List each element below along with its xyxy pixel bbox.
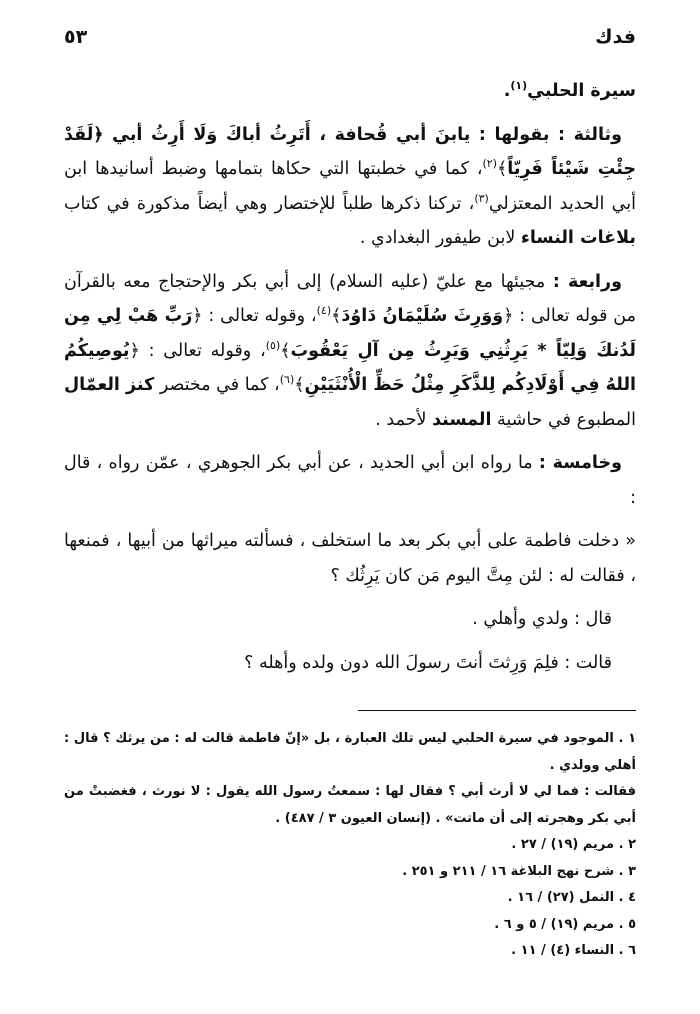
- footnote-ref-5: (٥): [265, 338, 281, 352]
- paragraph-source: [64, 74, 636, 109]
- footnote-ref-4: (٤): [316, 304, 332, 318]
- paragraph-lead-fourth: ورابعة :: [552, 271, 622, 292]
- quote-close: ﴾: [497, 159, 508, 179]
- paragraph-text: ، كما في مختصر: [154, 375, 280, 395]
- footnote-6: ٦ . النساء (٤) / ١١ .: [511, 943, 636, 958]
- paragraph-text: لأحمد .: [375, 409, 433, 430]
- paragraph-text: المطبوع في حاشية: [491, 409, 636, 430]
- narration-line: « دخلت فاطمة على أبي بكر بعد ما استخلف ، فسألته ميراثها من أبيها ، فمنعها ، فقالت له : لئن مِتَّ اليوم مَن كان يَرِثُك ؟: [64, 531, 636, 586]
- narration-line: قالت : فلِمَ وَرِثتَ أنتَ رسولَ الله دون ولده وأهله ؟: [244, 652, 612, 673]
- paragraph-lead-third: وثالثة :: [558, 124, 622, 145]
- paragraph-text: مجيئها مع عليّ (عليه السلام) إلى أبي بكر والإحتجاج معه بالقرآن من قوله تعالى : ﴿: [64, 271, 636, 326]
- source-end: .: [503, 81, 511, 101]
- paragraph-text: لابن طيفور البغدادي .: [359, 228, 521, 248]
- footnote-1-continued: فقالت : فما لي لا أرث أبي ؟ فقال لها : سمعتُ رسول الله يقول : لا نورث ، فغضبتْ من أبي بكر وهجرته إلى أن ماتت» . (إنسان العيون ٣ / ٤٨٧) .: [64, 784, 636, 826]
- footnote-divider: [358, 710, 636, 711]
- book-title: كنز العمّال: [64, 375, 155, 395]
- source-title: سيرة الحلبي: [527, 81, 636, 101]
- paragraph-text: ، تركنا ذكرها طلباً للإختصار وهي أيضاً مذكورة في كتاب: [64, 193, 475, 214]
- quran-quote: وَوَرِثَ سُلَيْمَانُ دَاوُدَ: [341, 306, 504, 326]
- quote-close: ﴾: [294, 375, 305, 395]
- footnote-ref-1: (١): [510, 79, 528, 93]
- quran-quote: لَقَدْ جِئْتِ شَيْئاً فَرِيّاً: [64, 124, 636, 179]
- paragraph-text: ما رواه ابن أبي الحديد ، عن أبي بكر الجوهري ، عمّن رواه ، قال :: [64, 453, 636, 508]
- footnote-4: ٤ . النمل (٢٧) / ١٦ .: [507, 890, 636, 905]
- footnote-1: ١ . الموجود في سيرة الحلبي ليس تلك العبارة ، بل «إنّ فاطمة قالت له : من يرثك ؟ قال : أهلي وولدي .: [64, 731, 636, 773]
- quran-quote: يُوصِيكُمُ اللهُ فِي أَوْلَادِكُم لِلذَّكَرِ مِثْلُ حَظِّ الْأُنْثَيَيْنِ: [64, 340, 637, 395]
- page-number: ٥٣: [64, 26, 88, 48]
- footnote-2: ٢ . مريم (١٩) / ٢٧ .: [511, 837, 636, 852]
- paragraph-fourth: [64, 265, 636, 438]
- footnote-3: ٣ . شرح نهج البلاغة ١٦ / ٢١١ و ٢٥١ .: [402, 863, 636, 879]
- book-title: بلاغات النساء: [520, 228, 636, 248]
- quran-quote: رَبِّ هَبْ لِي مِن لَدُنكَ وَلِيّاً * يَرِثُنِي وَيَرِثُ مِن آلِ يَعْقُوبَ: [64, 306, 636, 361]
- paragraph-text: ، وقوله تعالى : ﴿: [129, 340, 266, 361]
- book-title: المسند: [432, 409, 492, 430]
- paragraph-text: ، وقوله تعالى : ﴿: [192, 306, 317, 326]
- page-header: [64, 26, 636, 56]
- quote-close: ﴾: [280, 340, 291, 361]
- quote-close: ﴾: [331, 306, 342, 326]
- paragraph-text: ، كما في خطبتها التي حكاها بتمامها وضبط أسانيدها ابن أبي الحديد المعتزلي: [64, 159, 636, 214]
- saying-text: بقولها : يابنَ أبي قُحافة ، أَتَرِثُ أباكَ وَلَا أَرِثُ أبي ﴿: [93, 124, 559, 145]
- footnote-ref-2: (٢): [482, 157, 498, 171]
- running-title: فدك: [595, 26, 636, 48]
- paragraph-fifth: [64, 446, 636, 515]
- paragraph-third: [64, 118, 636, 256]
- main-text: [64, 74, 636, 689]
- paragraph-lead-fifth: وخامسة :: [538, 453, 622, 473]
- footnote-ref-6: (٦): [279, 373, 295, 387]
- footnotes: [64, 726, 636, 965]
- footnote-ref-3: (٣): [474, 191, 489, 205]
- book-page: [64, 0, 636, 1014]
- footnote-5: ٥ . مريم (١٩) / ٥ و ٦ .: [494, 916, 636, 932]
- narration-line: قال : ولدي وأهلي .: [472, 609, 612, 629]
